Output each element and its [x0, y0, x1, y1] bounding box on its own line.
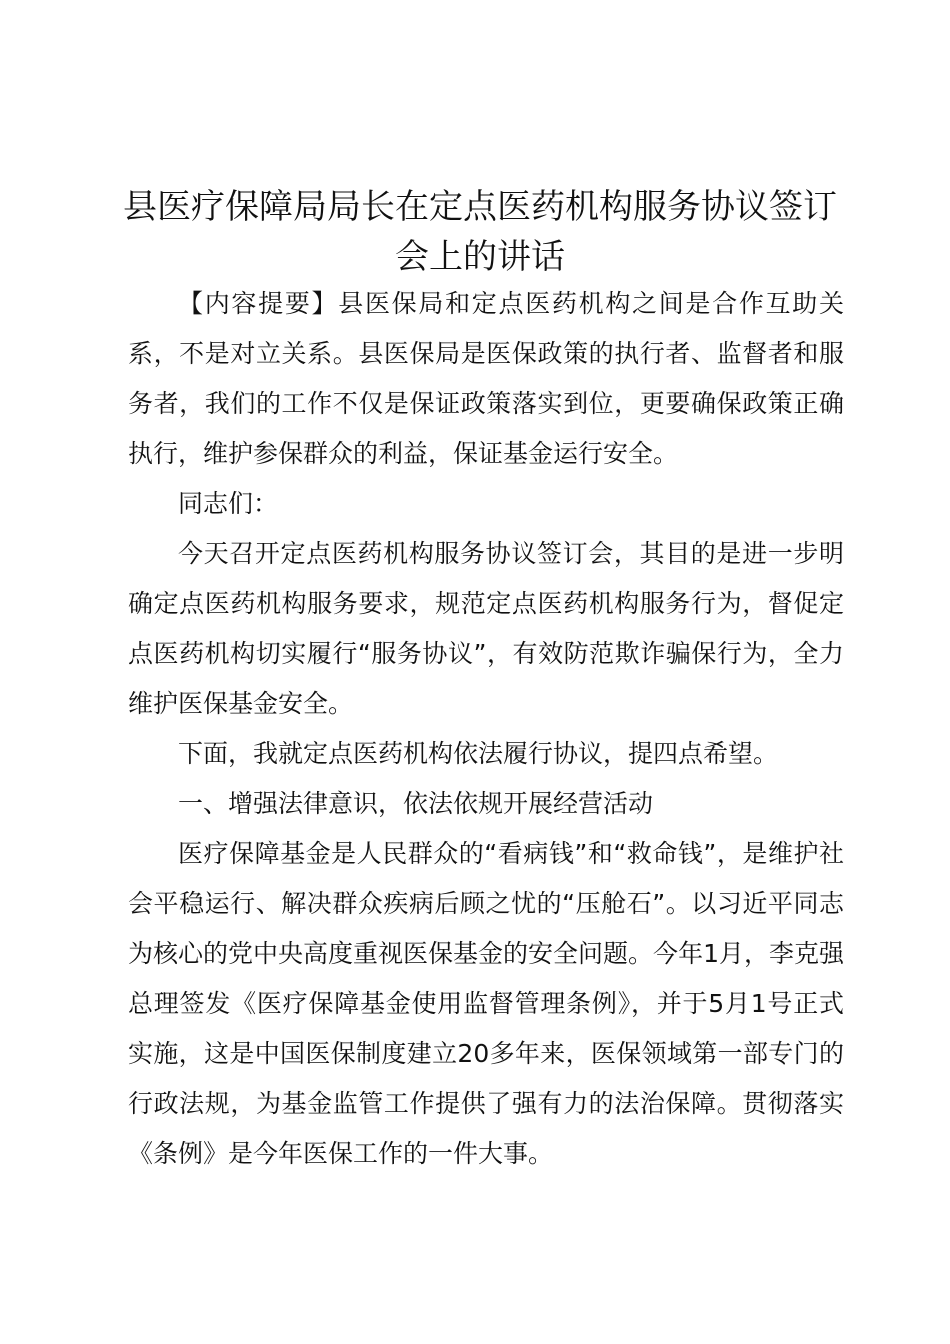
document-title: 县医疗保障局局长在定点医药机构服务协议签订会上的讲话: [123, 187, 837, 277]
salutation-paragraph: 同志们：: [178, 489, 279, 518]
transition-paragraph: 下面，我就定点医药机构依法履行协议，提四点希望。: [178, 739, 779, 768]
intro-paragraph: 今天召开定点医药机构服务协议签订会，其目的是进一步明确定点医药机构服务要求，规范定点医药机构服务行为，督促定点医药机构切实履行“服务协议”，有效防范欺诈骗保行为，全力维护医保基金安全。: [128, 539, 844, 718]
section-body-paragraph: 医疗保障基金是人民群众的“看病钱”和“救命钱”，是维护社会平稳运行、解决群众疾病后顾之忧的“压舱石”。以习近平同志为核心的党中央高度重视医保基金的安全问题。今年1月，李克强总理签发《医疗保障基金使用监督管理条例》，并于5月1号正式实施，这是中国医保制度建立20多年来，医保领域第一部专门的行政法规，为基金监管工作提供了强有力的法治保障。贯彻落实《条例》是今年医保工作的一件大事。: [128, 839, 844, 1168]
summary-paragraph: 【内容提要】县医保局和定点医药机构之间是合作互助关系，不是对立关系。县医保局是医保政策的执行者、监督者和服务者，我们的工作不仅是保证政策落实到位，更要确保政策正确执行，维护参保群众的利益，保证基金运行安全。: [128, 289, 844, 468]
section-heading: 一、增强法律意识，依法依规开展经营活动: [178, 789, 654, 818]
